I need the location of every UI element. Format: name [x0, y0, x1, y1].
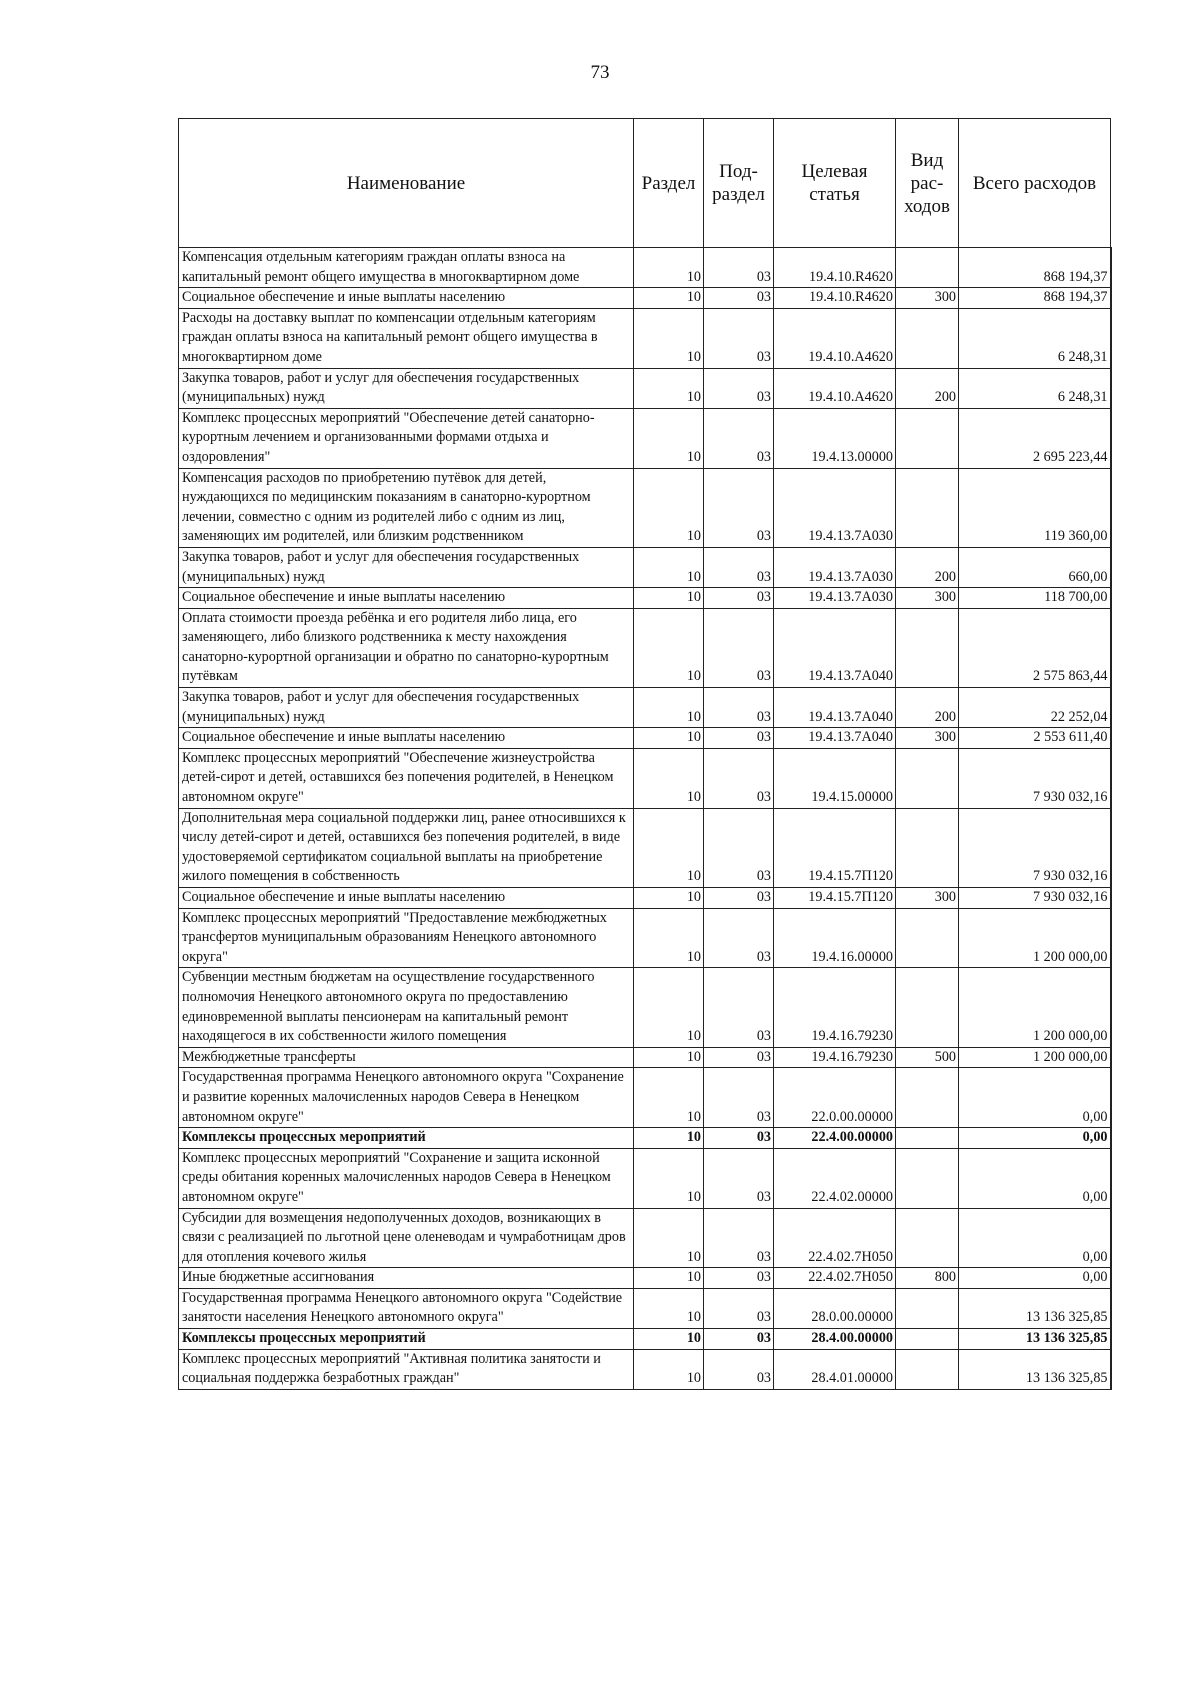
row-article: 19.4.13.7А030 [774, 468, 896, 547]
row-subsection: 03 [704, 288, 774, 309]
row-section: 10 [634, 1148, 704, 1208]
header-subsection-label: Под- раздел [712, 161, 765, 205]
header-name: Наименование [179, 119, 634, 248]
header-expense-type-label: Вид рас- ходов [904, 149, 950, 217]
table-row [179, 408, 1111, 468]
row-section: 10 [634, 547, 704, 587]
table-row [179, 968, 1111, 1047]
table-row [179, 1288, 1111, 1328]
row-total: 0,00 [959, 1268, 1111, 1289]
row-total: 6 248,31 [959, 368, 1111, 408]
row-subsection: 03 [704, 1068, 774, 1128]
table-row [179, 547, 1111, 587]
row-expense-type [896, 608, 959, 687]
table-row [179, 1208, 1111, 1268]
row-expense-type [896, 408, 959, 468]
row-name: Комплекс процессных мероприятий "Обеспечение детей санаторно-курортным лечением и организованными формами отдыха и оздоровления" [179, 408, 634, 468]
page-number: 73 [590, 62, 610, 83]
row-name: Оплата стоимости проезда ребёнка и его родителя либо лица, его заменяющего, либо близкого родственника к месту нахождения санаторно-курортной организации и обратно по санаторно-курортным путёвкам [179, 608, 634, 687]
row-name: Межбюджетные трансферты [179, 1047, 634, 1068]
row-article: 28.0.00.00000 [774, 1288, 896, 1328]
row-total: 2 575 863,44 [959, 608, 1111, 687]
header-total: Всего расходов [959, 119, 1111, 248]
row-expense-type: 300 [896, 588, 959, 609]
row-expense-type: 800 [896, 1268, 959, 1289]
row-subsection: 03 [704, 468, 774, 547]
row-section: 10 [634, 1329, 704, 1350]
row-expense-type [896, 908, 959, 968]
row-article: 28.4.00.00000 [774, 1329, 896, 1350]
row-name: Государственная программа Ненецкого автономного округа "Содействие занятости населения Ненецкого автономного округа" [179, 1288, 634, 1328]
row-expense-type [896, 748, 959, 808]
row-expense-type [896, 1329, 959, 1350]
row-expense-type: 300 [896, 888, 959, 909]
row-article: 19.4.10.R4620 [774, 288, 896, 309]
table-row [179, 728, 1111, 749]
row-section: 10 [634, 1068, 704, 1128]
table-row [179, 1268, 1111, 1289]
row-total: 118 700,00 [959, 588, 1111, 609]
row-total: 868 194,37 [959, 248, 1111, 288]
row-total: 13 136 325,85 [959, 1349, 1111, 1389]
header-expense-type [896, 119, 959, 248]
row-subsection: 03 [704, 1329, 774, 1350]
row-section: 10 [634, 1128, 704, 1149]
row-name: Комплекс процессных мероприятий "Сохранение и защита исконной среды обитания коренных малочисленных народов Севера в Ненецком автономном округе" [179, 1148, 634, 1208]
row-article: 19.4.13.7А030 [774, 547, 896, 587]
row-subsection: 03 [704, 547, 774, 587]
row-article: 19.4.16.79230 [774, 1047, 896, 1068]
table-row [179, 468, 1111, 547]
table-row [179, 1148, 1111, 1208]
row-total: 1 200 000,00 [959, 908, 1111, 968]
row-total: 1 200 000,00 [959, 968, 1111, 1047]
table-row [179, 808, 1111, 887]
row-subsection: 03 [704, 408, 774, 468]
row-article: 22.4.00.00000 [774, 1128, 896, 1149]
row-section: 10 [634, 308, 704, 368]
row-section: 10 [634, 288, 704, 309]
row-article: 19.4.10.А4620 [774, 368, 896, 408]
row-expense-type: 200 [896, 547, 959, 587]
row-name: Закупка товаров, работ и услуг для обеспечения государственных (муниципальных) нужд [179, 547, 634, 587]
row-section: 10 [634, 908, 704, 968]
row-name: Комплексы процессных мероприятий [179, 1329, 634, 1350]
table-row [179, 588, 1111, 609]
row-name: Компенсация отдельным категориям граждан оплаты взноса на капитальный ремонт общего имущества в многоквартирном доме [179, 248, 634, 288]
row-article: 19.4.13.7А040 [774, 688, 896, 728]
row-total: 660,00 [959, 547, 1111, 587]
row-article: 19.4.15.7П120 [774, 808, 896, 887]
row-section: 10 [634, 248, 704, 288]
row-subsection: 03 [704, 608, 774, 687]
row-section: 10 [634, 688, 704, 728]
table-row [179, 608, 1111, 687]
row-name: Компенсация расходов по приобретению путёвок для детей, нуждающихся по медицинским показаниям в санаторно-курортном лечении, совместно с одним из родителей либо с одним из лиц, заменяющих им родителей, или близким родственником [179, 468, 634, 547]
table-row [179, 368, 1111, 408]
table-row [179, 1329, 1111, 1350]
row-subsection: 03 [704, 588, 774, 609]
row-expense-type [896, 1208, 959, 1268]
row-expense-type: 200 [896, 368, 959, 408]
row-subsection: 03 [704, 688, 774, 728]
row-subsection: 03 [704, 1128, 774, 1149]
row-total: 2 695 223,44 [959, 408, 1111, 468]
row-section: 10 [634, 748, 704, 808]
row-subsection: 03 [704, 968, 774, 1047]
row-subsection: 03 [704, 1268, 774, 1289]
row-total: 0,00 [959, 1148, 1111, 1208]
row-article: 19.4.13.7А030 [774, 588, 896, 609]
row-article: 22.4.02.7Н050 [774, 1208, 896, 1268]
row-subsection: 03 [704, 808, 774, 887]
row-expense-type [896, 308, 959, 368]
row-subsection: 03 [704, 908, 774, 968]
row-total: 13 136 325,85 [959, 1329, 1111, 1350]
row-section: 10 [634, 408, 704, 468]
row-name: Расходы на доставку выплат по компенсации отдельным категориям граждан оплаты взноса на капитальный ремонт общего имущества в многоквартирном доме [179, 308, 634, 368]
header-target-article [774, 119, 896, 248]
row-total: 6 248,31 [959, 308, 1111, 368]
row-expense-type [896, 1068, 959, 1128]
table-row [179, 288, 1111, 309]
row-section: 10 [634, 608, 704, 687]
row-section: 10 [634, 808, 704, 887]
table-row [179, 1349, 1111, 1389]
row-total: 7 930 032,16 [959, 808, 1111, 887]
row-section: 10 [634, 1349, 704, 1389]
row-expense-type [896, 808, 959, 887]
row-subsection: 03 [704, 888, 774, 909]
row-section: 10 [634, 888, 704, 909]
table-row [179, 908, 1111, 968]
row-article: 19.4.13.7А040 [774, 608, 896, 687]
table-row [179, 1068, 1111, 1128]
row-subsection: 03 [704, 1288, 774, 1328]
row-section: 10 [634, 968, 704, 1047]
row-section: 10 [634, 468, 704, 547]
row-subsection: 03 [704, 728, 774, 749]
row-expense-type [896, 1349, 959, 1389]
row-subsection: 03 [704, 248, 774, 288]
header-target-article-label: Целевая статья [801, 161, 868, 205]
budget-table [178, 118, 1112, 1390]
row-name: Иные бюджетные ассигнования [179, 1268, 634, 1289]
row-name: Комплекс процессных мероприятий "Предоставление межбюджетных трансфертов муниципальным образованиям Ненецкого автономного округа" [179, 908, 634, 968]
row-total: 1 200 000,00 [959, 1047, 1111, 1068]
row-name: Комплекс процессных мероприятий "Активная политика занятости и социальная поддержка безработных граждан" [179, 1349, 634, 1389]
row-subsection: 03 [704, 1208, 774, 1268]
row-total: 2 553 611,40 [959, 728, 1111, 749]
row-article: 19.4.13.00000 [774, 408, 896, 468]
row-name: Дополнительная мера социальной поддержки лиц, ранее относившихся к числу детей-сирот и детей, оставшихся без попечения родителей, в виде удостоверяемой сертификатом социальной выплаты на приобретение жилого помещения в собственность [179, 808, 634, 887]
row-total: 119 360,00 [959, 468, 1111, 547]
row-article: 19.4.15.00000 [774, 748, 896, 808]
row-subsection: 03 [704, 368, 774, 408]
row-total: 7 930 032,16 [959, 748, 1111, 808]
row-expense-type [896, 1288, 959, 1328]
table-row [179, 1047, 1111, 1068]
row-total: 0,00 [959, 1208, 1111, 1268]
row-total: 22 252,04 [959, 688, 1111, 728]
row-name: Субвенции местным бюджетам на осуществление государственного полномочия Ненецкого автономного округа по предоставлению единовременной выплаты пенсионерам на капитальный ремонт находящегося в их собственности жилого помещения [179, 968, 634, 1047]
row-name: Социальное обеспечение и иные выплаты населению [179, 288, 634, 309]
row-article: 22.4.02.7Н050 [774, 1268, 896, 1289]
row-article: 19.4.16.79230 [774, 968, 896, 1047]
row-article: 22.4.02.00000 [774, 1148, 896, 1208]
row-section: 10 [634, 1047, 704, 1068]
row-name: Закупка товаров, работ и услуг для обеспечения государственных (муниципальных) нужд [179, 688, 634, 728]
table-row [179, 748, 1111, 808]
row-total: 868 194,37 [959, 288, 1111, 309]
row-expense-type [896, 968, 959, 1047]
row-article: 22.0.00.00000 [774, 1068, 896, 1128]
row-expense-type [896, 468, 959, 547]
row-subsection: 03 [704, 748, 774, 808]
row-article: 28.4.01.00000 [774, 1349, 896, 1389]
row-name: Комплексы процессных мероприятий [179, 1128, 634, 1149]
row-article: 19.4.10.R4620 [774, 248, 896, 288]
row-section: 10 [634, 1208, 704, 1268]
row-section: 10 [634, 588, 704, 609]
row-expense-type [896, 1148, 959, 1208]
row-article: 19.4.13.7А040 [774, 728, 896, 749]
header-subsection [704, 119, 774, 248]
row-article: 19.4.16.00000 [774, 908, 896, 968]
row-total: 13 136 325,85 [959, 1288, 1111, 1328]
table-row [179, 688, 1111, 728]
row-total: 0,00 [959, 1128, 1111, 1149]
table-row [179, 248, 1111, 288]
row-name: Государственная программа Ненецкого автономного округа "Сохранение и развитие коренных малочисленных народов Севера в Ненецком автономном округе" [179, 1068, 634, 1128]
row-name: Социальное обеспечение и иные выплаты населению [179, 888, 634, 909]
row-name: Субсидии для возмещения недополученных доходов, возникающих в связи с реализацией по льготной цене оленеводам и чумработницам дров для отопления кочевого жилья [179, 1208, 634, 1268]
row-subsection: 03 [704, 1148, 774, 1208]
row-total: 7 930 032,16 [959, 888, 1111, 909]
row-expense-type: 300 [896, 288, 959, 309]
row-total: 0,00 [959, 1068, 1111, 1128]
row-name: Социальное обеспечение и иные выплаты населению [179, 728, 634, 749]
header-row [179, 119, 1111, 248]
row-section: 10 [634, 368, 704, 408]
row-article: 19.4.10.А4620 [774, 308, 896, 368]
row-subsection: 03 [704, 308, 774, 368]
row-subsection: 03 [704, 1349, 774, 1389]
row-name: Закупка товаров, работ и услуг для обеспечения государственных (муниципальных) нужд [179, 368, 634, 408]
row-section: 10 [634, 1268, 704, 1289]
row-name: Социальное обеспечение и иные выплаты населению [179, 588, 634, 609]
header-section: Раздел [634, 119, 704, 248]
row-name: Комплекс процессных мероприятий "Обеспечение жизнеустройства детей-сирот и детей, оставшихся без попечения родителей, в Ненецком автономном округе" [179, 748, 634, 808]
row-article: 19.4.15.7П120 [774, 888, 896, 909]
row-expense-type: 500 [896, 1047, 959, 1068]
row-section: 10 [634, 1288, 704, 1328]
row-subsection: 03 [704, 1047, 774, 1068]
table-row [179, 888, 1111, 909]
table-row [179, 1128, 1111, 1149]
row-expense-type [896, 1128, 959, 1149]
row-expense-type: 300 [896, 728, 959, 749]
row-expense-type [896, 248, 959, 288]
table-row [179, 308, 1111, 368]
row-section: 10 [634, 728, 704, 749]
table-body [179, 248, 1111, 1390]
row-expense-type: 200 [896, 688, 959, 728]
